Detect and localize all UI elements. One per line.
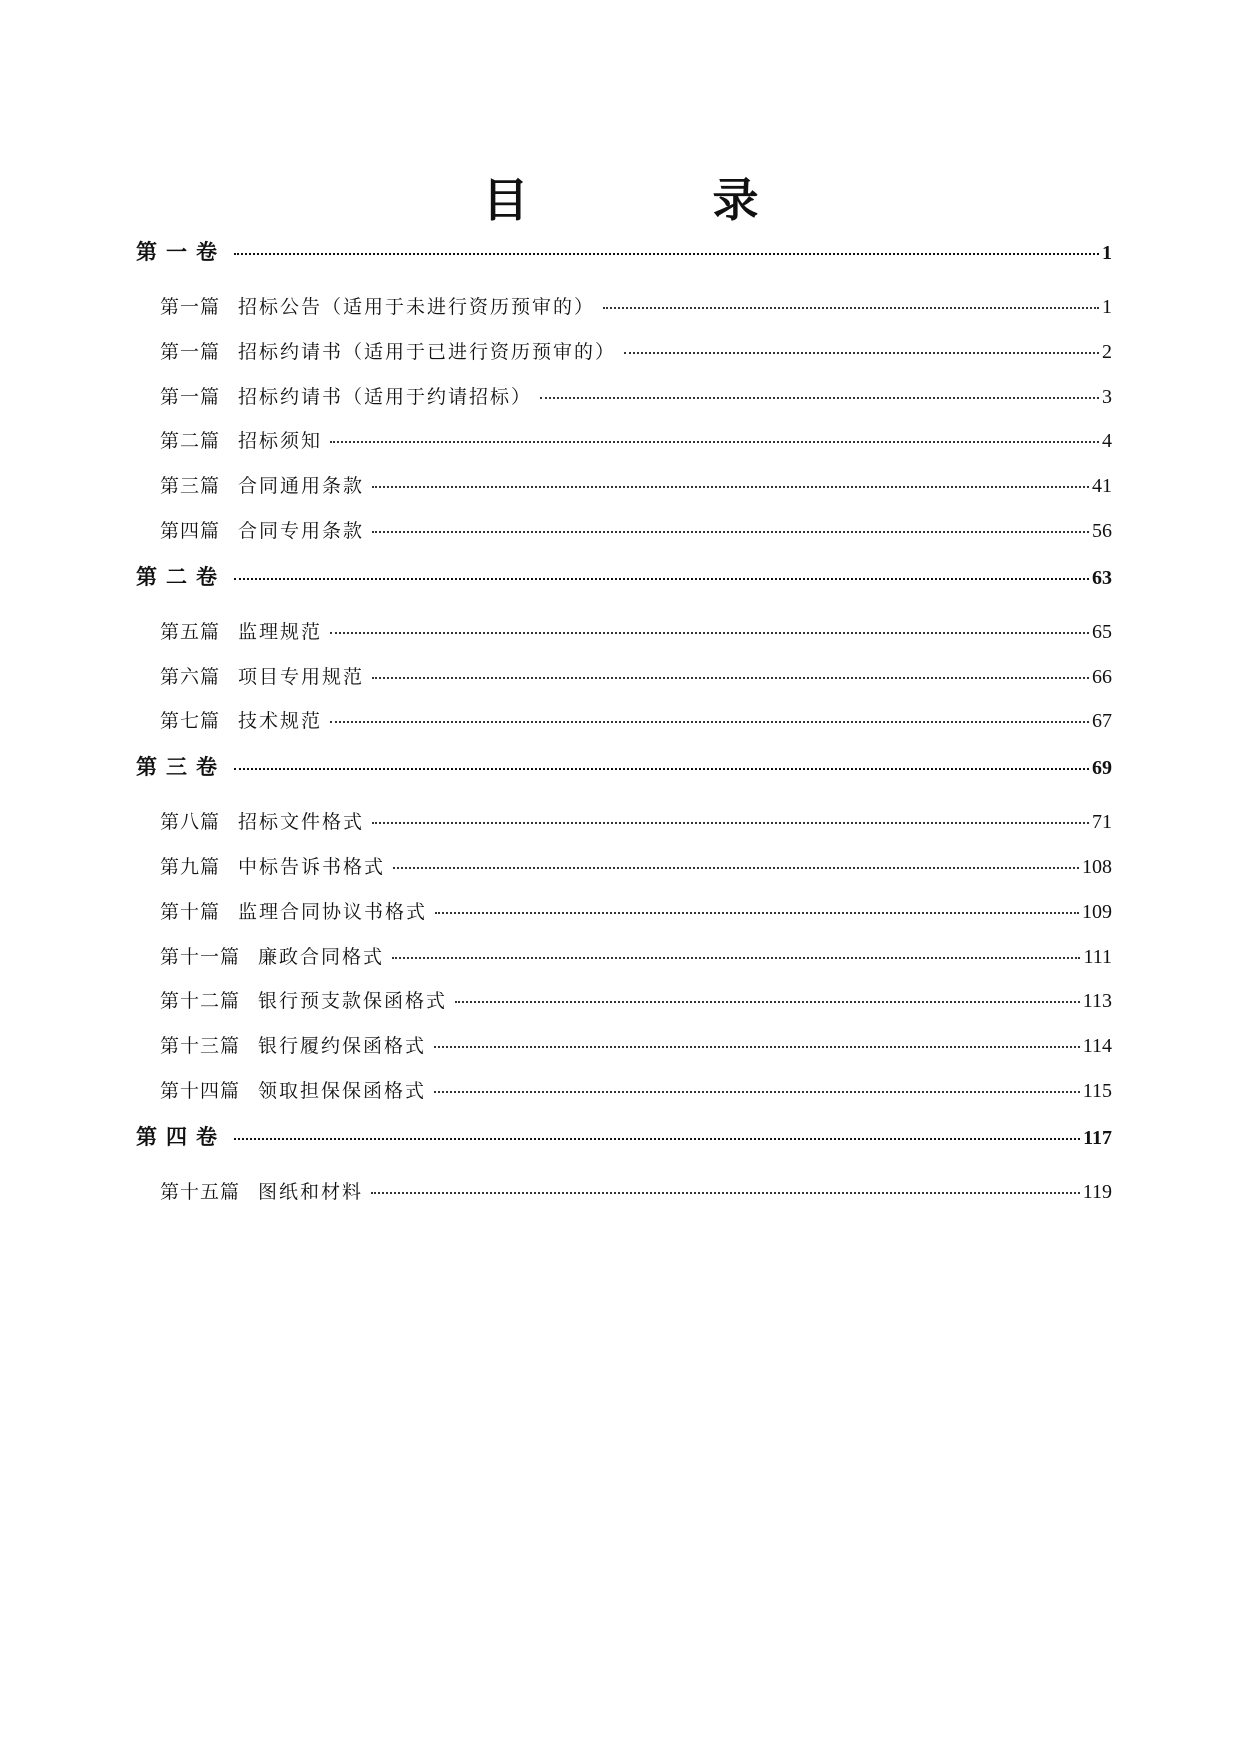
dot-leader (234, 578, 1089, 580)
part-number: 第十四篇 (160, 1079, 241, 1102)
toc-entry[interactable] (136, 294, 1112, 339)
dot-leader (330, 632, 1089, 634)
part-number: 第一篇 (160, 340, 221, 363)
dot-leader (624, 352, 1099, 354)
part-title: 银行履约保函格式 (258, 1035, 427, 1058)
volume-page-number: 1 (1102, 242, 1112, 264)
part-page-number: 1 (1102, 296, 1112, 318)
part-title: 监理合同协议书格式 (238, 900, 428, 923)
part-number: 第二篇 (160, 430, 221, 453)
part-title: 招标约请书（适用于约请招标） (238, 385, 533, 408)
part-page-number: 114 (1082, 1035, 1112, 1058)
part-page-number: 111 (1083, 945, 1112, 968)
part-page-number: 66 (1092, 665, 1112, 688)
part-page-number: 41 (1092, 475, 1112, 498)
part-number: 第七篇 (160, 710, 221, 733)
part-number: 第六篇 (160, 665, 221, 688)
dot-leader (234, 768, 1089, 770)
part-page-number: 2 (1102, 340, 1112, 363)
part-page-number: 115 (1082, 1079, 1112, 1102)
part-number: 第一篇 (160, 296, 221, 318)
volume-label: 第一卷 (136, 239, 226, 264)
toc-entry[interactable] (136, 854, 1112, 899)
part-title: 图纸和材料 (258, 1180, 364, 1203)
part-number: 第十五篇 (160, 1180, 241, 1203)
part-page-number: 113 (1082, 990, 1112, 1013)
toc-entry[interactable] (136, 708, 1112, 753)
part-number: 第九篇 (160, 855, 221, 878)
toc-volume-1[interactable] (136, 238, 1112, 294)
part-page-number: 56 (1092, 519, 1112, 542)
toc-entry[interactable] (136, 1078, 1112, 1123)
part-number: 第十一篇 (160, 945, 241, 968)
dot-leader (372, 822, 1089, 824)
volume-page-number: 117 (1083, 1126, 1112, 1149)
part-title: 招标公告（适用于未进行资历预审的） (238, 296, 596, 318)
part-page-number: 71 (1092, 811, 1112, 834)
volume-label: 第四卷 (136, 1123, 226, 1149)
dot-leader (234, 1138, 1080, 1140)
toc-entry[interactable] (136, 809, 1112, 854)
volume-page-number: 63 (1092, 566, 1112, 589)
part-title: 中标告诉书格式 (238, 855, 386, 878)
toc-entry[interactable] (136, 384, 1112, 429)
part-page-number: 65 (1092, 620, 1112, 643)
part-title: 招标须知 (238, 430, 323, 453)
part-number: 第一篇 (160, 385, 221, 408)
toc-volume-2[interactable] (136, 563, 1112, 619)
part-title: 合同通用条款 (238, 475, 365, 498)
dot-leader (603, 307, 1099, 309)
part-number: 第十二篇 (160, 990, 241, 1013)
toc-entry[interactable] (136, 619, 1112, 664)
dot-leader (372, 677, 1089, 679)
toc-entry[interactable] (136, 428, 1112, 473)
dot-leader (540, 397, 1099, 399)
volume-page-number: 69 (1092, 757, 1112, 780)
toc-volume-4[interactable] (136, 1123, 1112, 1179)
toc-entry[interactable] (136, 473, 1112, 518)
volume-label: 第三卷 (136, 754, 226, 780)
toc-entry[interactable] (136, 664, 1112, 709)
dot-leader (234, 253, 1099, 255)
part-number: 第十篇 (160, 900, 221, 923)
dot-leader (372, 531, 1089, 533)
part-title: 技术规范 (238, 710, 323, 733)
dot-leader (434, 1091, 1080, 1093)
part-page-number: 67 (1092, 710, 1112, 733)
part-title: 廉政合同格式 (258, 945, 385, 968)
part-page-number: 3 (1102, 385, 1112, 408)
toc-entry[interactable] (136, 988, 1112, 1033)
toc-volume-3[interactable] (136, 753, 1112, 809)
part-page-number: 108 (1082, 855, 1112, 878)
dot-leader (330, 721, 1089, 723)
part-number: 第三篇 (160, 475, 221, 498)
part-title: 项目专用规范 (238, 665, 365, 688)
part-title: 招标文件格式 (238, 811, 365, 834)
dot-leader (372, 486, 1089, 488)
toc-entry[interactable] (136, 339, 1112, 384)
part-page-number: 4 (1102, 430, 1112, 453)
part-number: 第四篇 (160, 519, 221, 542)
dot-leader (455, 1001, 1080, 1003)
part-title: 银行预支款保函格式 (258, 990, 448, 1013)
dot-leader (392, 957, 1080, 959)
part-title: 合同专用条款 (238, 519, 365, 542)
toc-entry[interactable] (136, 944, 1112, 989)
dot-leader (434, 1046, 1080, 1048)
part-title: 招标约请书（适用于已进行资历预审的） (238, 340, 617, 363)
part-title: 领取担保保函格式 (258, 1079, 427, 1102)
part-number: 第十三篇 (160, 1035, 241, 1058)
toc-entry[interactable] (136, 1033, 1112, 1078)
dot-leader (371, 1192, 1080, 1194)
table-of-contents (136, 238, 1112, 1224)
part-page-number: 119 (1082, 1180, 1112, 1203)
part-number: 第八篇 (160, 811, 221, 834)
dot-leader (330, 441, 1099, 443)
page-title: 目 录 (482, 173, 843, 227)
part-page-number: 109 (1082, 900, 1112, 923)
toc-entry[interactable] (136, 518, 1112, 563)
volume-label: 第二卷 (136, 563, 226, 589)
dot-leader (393, 867, 1079, 869)
toc-entry[interactable] (136, 1179, 1112, 1224)
part-number: 第五篇 (160, 620, 221, 643)
dot-leader (435, 912, 1079, 914)
toc-entry[interactable] (136, 899, 1112, 944)
part-title: 监理规范 (238, 620, 323, 643)
